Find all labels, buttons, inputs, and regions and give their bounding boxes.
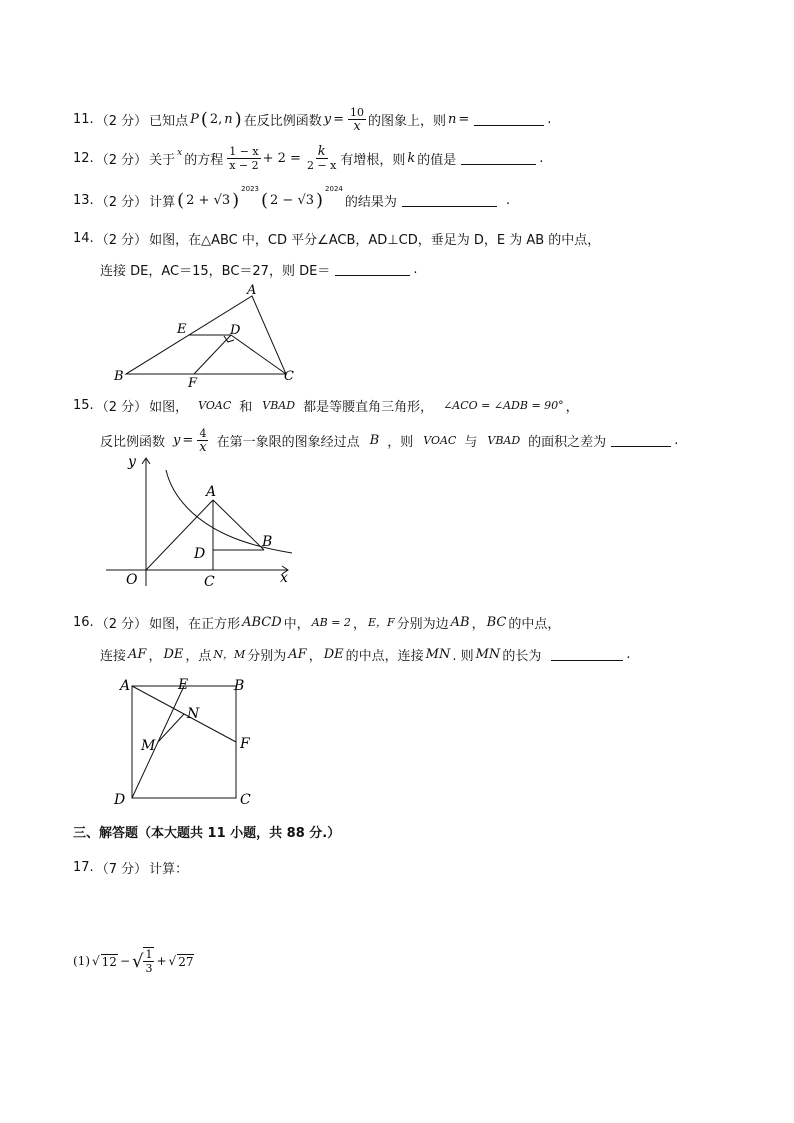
q11-frac-num: 10 bbox=[349, 105, 364, 119]
q15-text2: 和 bbox=[239, 399, 253, 415]
q12-text3: 有增根，则 bbox=[340, 152, 406, 168]
q15-y: y bbox=[173, 432, 181, 448]
q15-fraction bbox=[197, 427, 208, 454]
q11-end: . bbox=[547, 111, 552, 127]
q14-line2 bbox=[100, 259, 419, 279]
q17-text: 计算： bbox=[149, 861, 189, 877]
q11-line bbox=[73, 106, 553, 132]
q15-frac-den: x bbox=[199, 439, 207, 455]
q15-label-d: D bbox=[194, 546, 206, 562]
q15-hyperbola bbox=[166, 470, 292, 553]
q15-label-o: O bbox=[126, 572, 138, 588]
q16-mn2: MN bbox=[475, 646, 501, 662]
q11-paren-open: ( bbox=[200, 108, 208, 130]
q17-line1 bbox=[73, 857, 190, 877]
q16-answer-blank[interactable] bbox=[551, 647, 623, 661]
q15-label-y: y bbox=[128, 454, 136, 470]
q13-answer-blank[interactable] bbox=[402, 193, 497, 207]
q15-frac-num: 4 bbox=[199, 426, 207, 440]
q16-label-m: M bbox=[141, 738, 156, 754]
q11-eq2: = bbox=[458, 111, 470, 127]
q15-text: 如图， bbox=[149, 399, 189, 415]
q16-text: 如图，在正方形 bbox=[149, 616, 241, 632]
q15-text8: 的面积之差为 bbox=[528, 434, 607, 450]
q14-answer-blank[interactable] bbox=[335, 262, 410, 276]
q16-line1 bbox=[73, 612, 562, 632]
q14-label-b: B bbox=[114, 369, 124, 384]
q11-text2: 在反比例函数 bbox=[243, 113, 322, 129]
q11-coord: 2, bbox=[209, 111, 223, 127]
q12-frac2-den: 2 − x bbox=[306, 158, 337, 172]
q15-tri1: VOAC bbox=[198, 398, 232, 412]
q16-text10: 的中点，连接 bbox=[345, 648, 424, 664]
q17-number: 17. bbox=[73, 859, 94, 875]
q11-text3: 的图象上，则 bbox=[367, 113, 446, 129]
q15-eq: = bbox=[182, 432, 194, 448]
q17-radicand1: 12 bbox=[101, 954, 117, 969]
q13-text: 计算 bbox=[149, 194, 176, 210]
q14-label-d: D bbox=[230, 323, 241, 338]
q16-side2: BC bbox=[486, 614, 507, 630]
q15-answer-blank[interactable] bbox=[611, 433, 671, 447]
q16-label-c: C bbox=[240, 792, 251, 808]
q13-text2: 的结果为 bbox=[344, 194, 397, 210]
q16-label-b: B bbox=[234, 678, 245, 694]
q16-ab: AB = 2 bbox=[311, 615, 351, 629]
q12-text2: 的方程 bbox=[184, 152, 224, 168]
q16-text8: ，点 bbox=[185, 648, 212, 664]
q12-plus: + 2 = bbox=[262, 150, 301, 166]
q11-answer-blank[interactable] bbox=[474, 112, 544, 126]
q16-score: （2 分） bbox=[95, 616, 148, 632]
q14-score: （2 分） bbox=[95, 232, 148, 248]
q11-n: n bbox=[224, 111, 233, 127]
q17-sqrt-symbol2: √ bbox=[132, 950, 144, 972]
q11-number: 11. bbox=[73, 111, 94, 127]
q15-segment-ab bbox=[213, 500, 264, 550]
q16-de: DE bbox=[163, 646, 184, 662]
q17-sqrt-symbol3: √ bbox=[168, 954, 177, 968]
q16-line2 bbox=[100, 644, 632, 664]
q17-part1 bbox=[73, 945, 196, 977]
q15-text5: 在第一象限的图象经过点 bbox=[216, 434, 360, 450]
q17-plus: + bbox=[156, 954, 167, 968]
q16-label-n: N bbox=[187, 706, 200, 722]
q15-text4: 反比例函数 bbox=[100, 434, 166, 450]
q12-text4: 的值是 bbox=[417, 152, 457, 168]
q16-comma1: ， bbox=[148, 648, 162, 664]
q15-line1 bbox=[73, 395, 581, 415]
q16-de2: DE bbox=[323, 646, 344, 662]
q14-label-e: E bbox=[177, 322, 187, 337]
q11-score: （2 分） bbox=[95, 113, 148, 129]
q13-score: （2 分） bbox=[95, 194, 148, 210]
q11-n2: n bbox=[448, 111, 457, 127]
q13-paren1-open: ( bbox=[177, 189, 185, 211]
q13-line bbox=[73, 187, 512, 213]
q16-text12: 的长为 bbox=[502, 648, 542, 664]
q16-text9: 分别为 bbox=[247, 648, 287, 664]
q13-base2: 2 − √3 bbox=[270, 192, 314, 208]
q17-minus: − bbox=[119, 954, 130, 968]
q12-k: k bbox=[407, 150, 416, 166]
q14-segment-fd bbox=[194, 335, 231, 374]
q16-number: 16. bbox=[73, 614, 94, 630]
q12-line bbox=[73, 144, 545, 172]
q16-text5: ， bbox=[471, 616, 485, 632]
q14-label-c: C bbox=[284, 369, 294, 384]
q17-frac-den: 3 bbox=[145, 962, 153, 975]
q12-x: x bbox=[177, 148, 183, 158]
q15-label-a: A bbox=[206, 484, 217, 500]
q14-text: 如图，在△ABC 中，CD 平分∠ACB，AD⊥CD，垂足为 D，E 为 AB 的中点， bbox=[149, 232, 601, 248]
q16-segment-mn bbox=[158, 714, 184, 742]
q15-text3: 都是等腰直角三角形， bbox=[303, 399, 434, 415]
q16-label-f: F bbox=[240, 736, 250, 752]
q15-label-b: B bbox=[262, 534, 273, 550]
q11-point-label: P bbox=[190, 111, 199, 127]
q15-score: （2 分） bbox=[95, 399, 148, 415]
q11-y: y bbox=[323, 111, 332, 127]
q16-ef: E，F bbox=[367, 616, 395, 629]
q16-text7: 连接 bbox=[100, 648, 127, 664]
q16-af: AF bbox=[128, 646, 147, 662]
q16-label-d: D bbox=[114, 792, 126, 808]
q12-end: . bbox=[539, 150, 544, 166]
q11-frac-den: x bbox=[353, 118, 361, 134]
q14-label-f: F bbox=[188, 376, 198, 390]
q15-label-x: x bbox=[280, 570, 288, 586]
q14-line1 bbox=[73, 228, 602, 248]
q15-line2 bbox=[100, 426, 680, 454]
q11-eq: = bbox=[333, 111, 344, 127]
q17-frac-num: 1 bbox=[145, 948, 153, 961]
q16-end: . bbox=[626, 646, 631, 662]
q12-text: 关于 bbox=[149, 152, 176, 168]
q15-figure bbox=[104, 452, 300, 588]
q15-tri1-again: VOAC bbox=[423, 433, 457, 447]
q12-fraction2 bbox=[305, 145, 338, 172]
q16-label-e: E bbox=[178, 677, 189, 693]
q16-figure bbox=[112, 672, 262, 812]
q14-end: . bbox=[413, 261, 418, 277]
q11-fraction bbox=[348, 106, 366, 133]
q15-tri2-again: VBAD bbox=[487, 433, 521, 447]
q13-paren2-open: ( bbox=[260, 189, 269, 211]
q12-fraction1 bbox=[227, 145, 260, 172]
q17-fraction bbox=[143, 947, 154, 975]
q16-comma2: ， bbox=[308, 648, 322, 664]
q13-end: . bbox=[505, 192, 511, 208]
q12-frac1-den: x − 2 bbox=[229, 158, 259, 172]
q12-frac1-num: 1 − x bbox=[229, 144, 259, 158]
q17-radicand2: 27 bbox=[178, 954, 194, 969]
q15-end: . bbox=[674, 432, 679, 448]
q15-text6: ，则 bbox=[387, 434, 414, 450]
q11-text: 已知点 bbox=[149, 113, 189, 129]
q16-text2: 中， bbox=[283, 616, 310, 632]
q16-af2: AF bbox=[288, 646, 307, 662]
q16-text3: ， bbox=[352, 616, 366, 632]
q14-label-a: A bbox=[247, 283, 257, 298]
q15-angle: ∠ACO = ∠ADB = 90° bbox=[443, 398, 564, 412]
q17-score: （7 分） bbox=[95, 861, 148, 877]
q12-score: （2 分） bbox=[95, 152, 148, 168]
q13-paren2-close: ) bbox=[316, 189, 324, 211]
q15-label-c: C bbox=[204, 574, 215, 588]
q11-paren-close: ) bbox=[234, 108, 242, 130]
q14-figure bbox=[110, 280, 300, 390]
q17-sqrt-symbol1: √ bbox=[92, 954, 100, 968]
q12-answer-blank[interactable] bbox=[461, 151, 536, 165]
q16-mn: MN bbox=[425, 646, 451, 662]
q15-number: 15. bbox=[73, 397, 94, 413]
q16-text4: 分别为边 bbox=[396, 616, 449, 632]
q16-square: ABCD bbox=[242, 614, 282, 630]
q13-number: 13. bbox=[73, 192, 94, 208]
q13-paren1-close: ) bbox=[232, 189, 240, 211]
q17-part1-label: (1) bbox=[73, 954, 90, 968]
q14-text2: 连接 DE，AC＝15，BC＝27，则 DE＝ bbox=[100, 263, 331, 279]
q13-exp2: 2024 bbox=[325, 185, 343, 193]
q15-comma: ， bbox=[565, 399, 579, 415]
q12-number: 12. bbox=[73, 150, 94, 166]
q16-text6: 的中点， bbox=[508, 616, 561, 632]
q15-text7: 与 bbox=[464, 434, 478, 450]
q14-number: 14. bbox=[73, 230, 94, 246]
q16-side1: AB bbox=[450, 614, 470, 630]
q13-base1: 2 + √3 bbox=[186, 192, 231, 208]
q13-exp1: 2023 bbox=[241, 185, 259, 193]
section3-heading: 三、解答题（本大题共 11 小题，共 88 分.） bbox=[73, 825, 341, 841]
q15-point-b: B bbox=[369, 432, 380, 448]
q12-frac2-num: k bbox=[317, 143, 326, 159]
q16-text11: . 则 bbox=[452, 648, 474, 664]
q16-label-a: A bbox=[120, 678, 131, 694]
q15-tri2: VBAD bbox=[262, 398, 296, 412]
q16-nm: N，M bbox=[213, 648, 246, 661]
